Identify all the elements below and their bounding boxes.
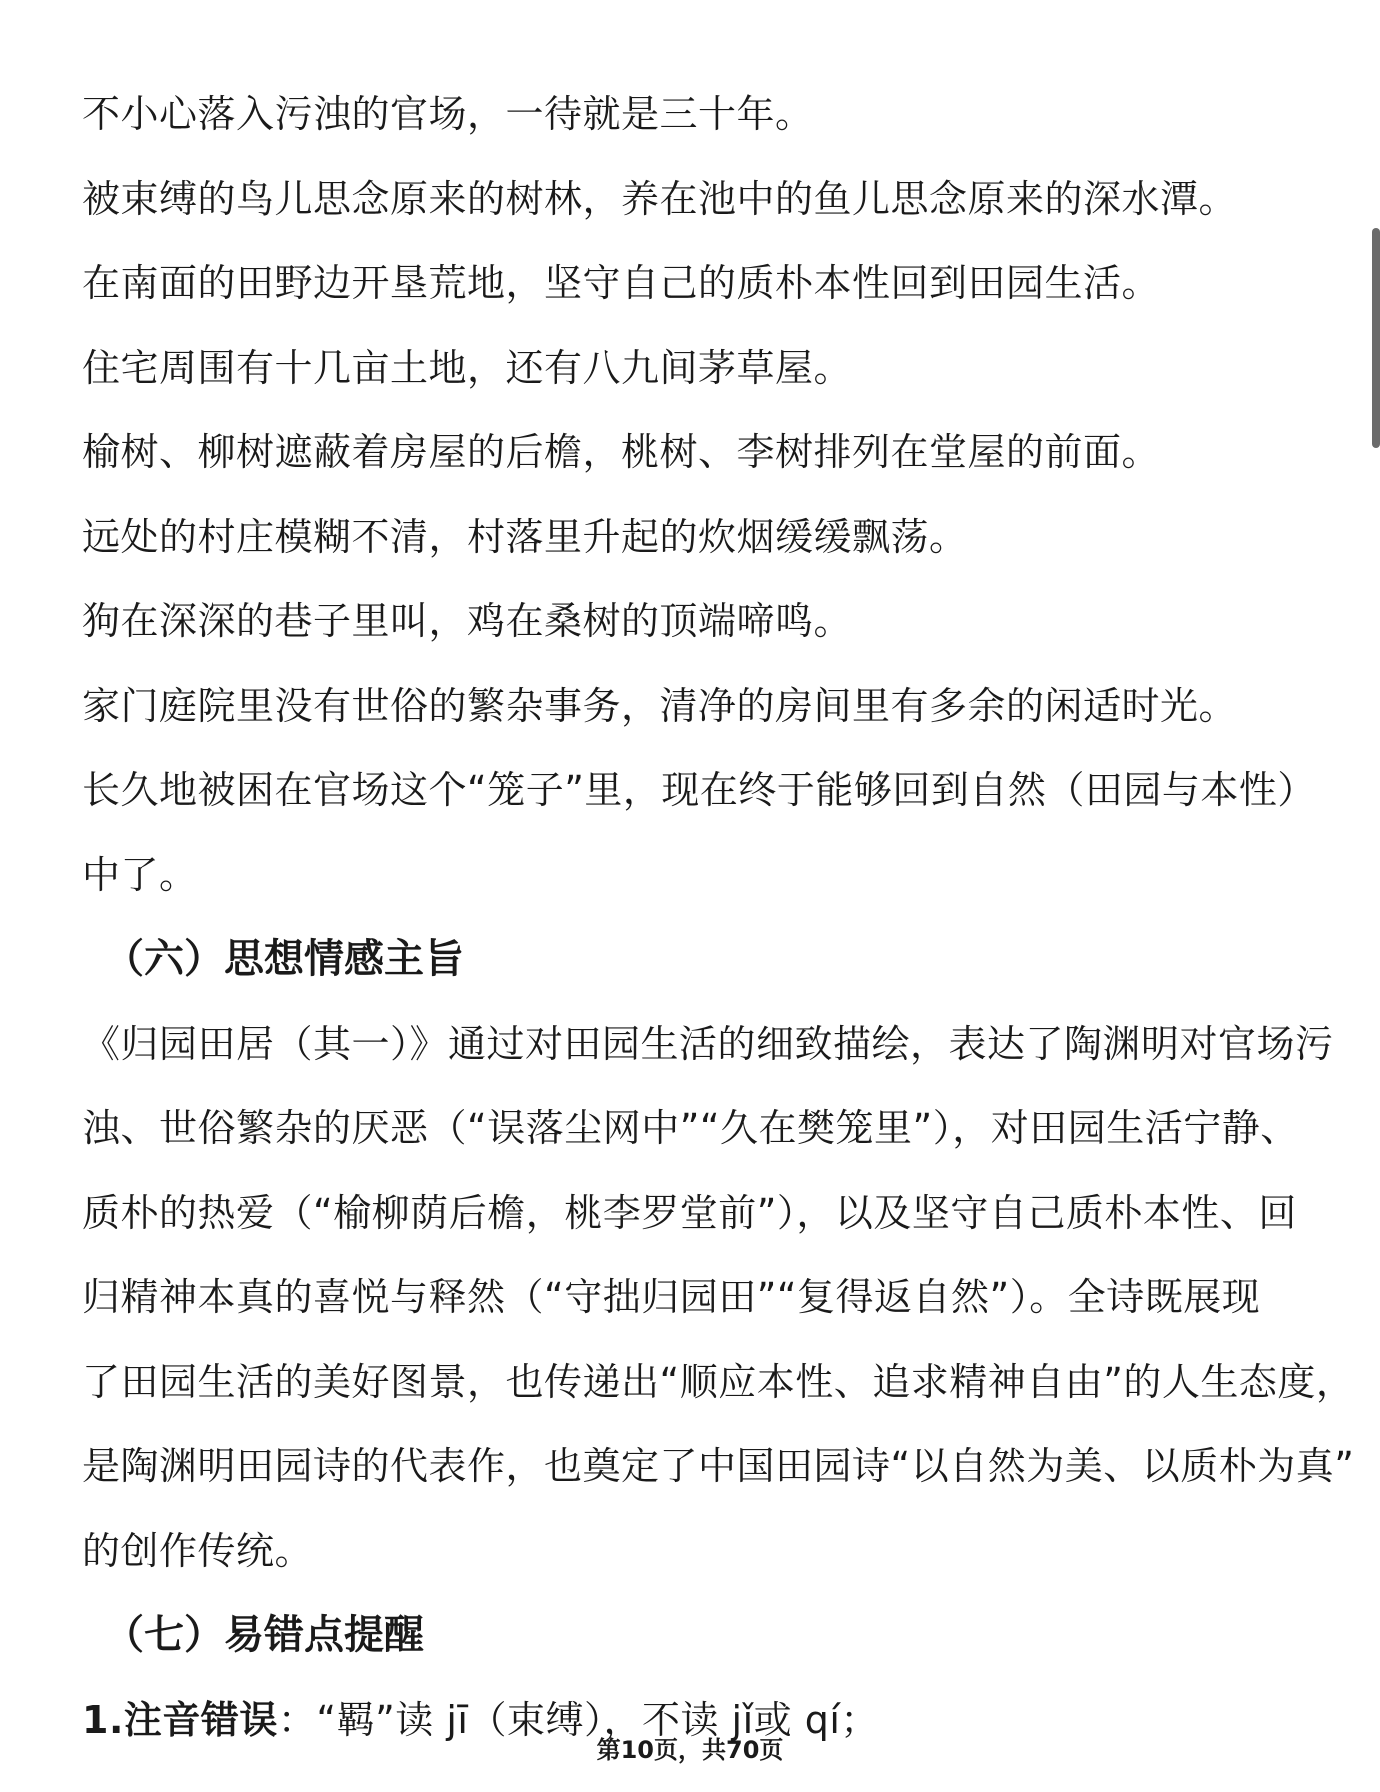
translation-line: 在南面的田野边开垦荒地，坚守自己的质朴本性回到田园生活。: [82, 261, 1161, 305]
paragraph-line: 《归园田居（其一）》通过对田园生活的细致描绘，表达了陶渊明对官场污: [82, 1021, 1334, 1066]
translation-line: 不小心落入污浊的官场，一待就是三十年。: [82, 92, 814, 136]
error-item-text: ：“羁”读 jī（束缚），不读 jǐ或 qí；: [277, 1697, 879, 1742]
paragraph-line: 浊、世俗繁杂的厌恶（“误落尘网中”“久在樊笼里”），对田园生活宁静、: [82, 1106, 1299, 1150]
scrollbar[interactable]: [1372, 228, 1380, 448]
paragraph-line: 了田园生活的美好图景，也传递出“顺应本性、追求精神自由”的人生态度，: [82, 1359, 1355, 1404]
paragraph-line: 是陶渊明田园诗的代表作，也奠定了中国田园诗“以自然为美、以质朴为真”: [82, 1444, 1355, 1488]
paragraph-line: 归精神本真的喜悦与释然（“守拙归园田”“复得返自然”）。全诗既展现: [82, 1275, 1261, 1319]
section-heading-7: （七）易错点提醒: [104, 1612, 424, 1658]
translation-line: 家门庭院里没有世俗的繁杂事务，清净的房间里有多余的闲适时光。: [82, 683, 1238, 728]
translation-line: 远处的村庄模糊不清，村落里升起的炊烟缓缓飘荡。: [82, 514, 968, 559]
translation-line: 中了。: [82, 852, 198, 897]
translation-line: 狗在深深的巷子里叫，鸡在桑树的顶端啼鸣。: [82, 599, 853, 643]
translation-line: 被束缚的鸟儿思念原来的树林，养在池中的鱼儿思念原来的深水潭。: [82, 176, 1238, 221]
page-content: [82, 72, 1355, 1762]
translation-line: 住宅周围有十几亩土地，还有八九间茅草屋。: [82, 345, 853, 390]
paragraph-line: 的创作传统。: [82, 1528, 314, 1573]
translation-line: 长久地被困在官场这个“笼子”里，现在终于能够回到自然（田园与本性）: [82, 768, 1316, 812]
translation-line: 榆树、柳树遮蔽着房屋的后檐，桃树、李树排列在堂屋的前面。: [82, 430, 1161, 474]
section-heading-6: （六）思想情感主旨: [104, 936, 464, 982]
theme-paragraph: [82, 1002, 1355, 1594]
page-footer: 第10页，共70页: [596, 1736, 784, 1764]
error-item-lead: 1.注音错误: [82, 1697, 278, 1742]
paragraph-line: 质朴的热爱（“榆柳荫后檐，桃李罗堂前”），以及坚守自己质朴本性、回: [82, 1190, 1297, 1235]
